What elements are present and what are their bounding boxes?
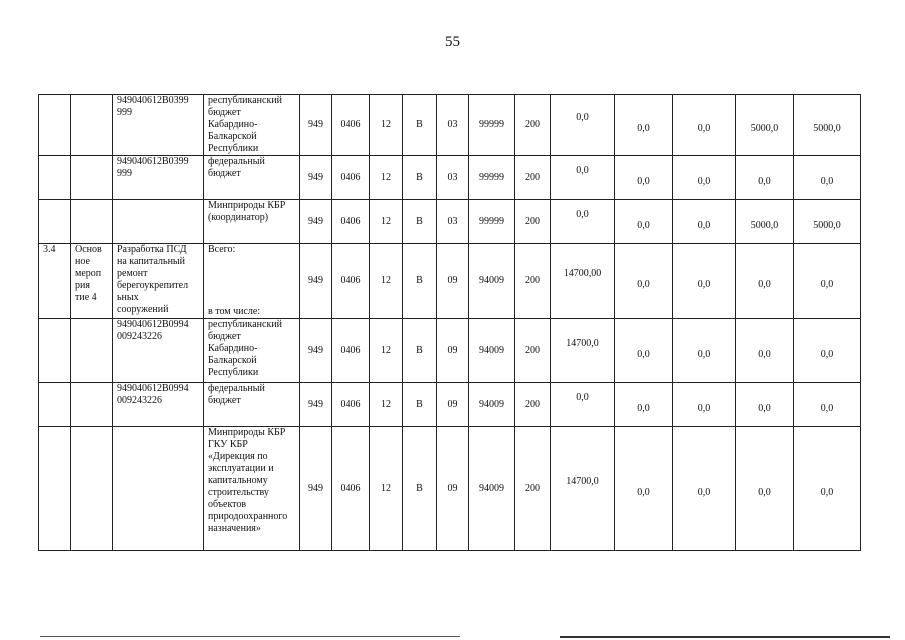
csr-program: 12 [370,156,403,200]
csr-event: 03 [437,200,469,244]
amount-year-4: 0,0 [736,244,794,319]
row-number [39,319,71,383]
row-number [39,156,71,200]
amount-year-1: 0,0 [551,156,615,200]
funding-source-note: в том числе: [208,306,261,317]
rzpr-code: 0406 [332,427,370,551]
page-number: 55 [445,34,460,50]
amount-year-5: 0,0 [794,427,861,551]
rzpr-code: 0406 [332,156,370,200]
amount-year-3: 0,0 [673,200,736,244]
amount-year-5: 5000,0 [794,200,861,244]
amount-year-1: 14700,0 [551,319,615,383]
csr-event: 09 [437,244,469,319]
grbs-code: 949 [300,427,332,551]
amount-year-5: 5000,0 [794,95,861,156]
budget-table [38,94,861,551]
rzpr-code: 0406 [332,319,370,383]
csr-program: 12 [370,200,403,244]
amount-year-1: 0,0 [551,200,615,244]
grbs-code: 949 [300,156,332,200]
name-code-cell [113,383,204,427]
csr-subprogram: В [403,383,437,427]
expense-type: 200 [515,427,551,551]
expense-type: 200 [515,383,551,427]
amount-year-5: 0,0 [794,383,861,427]
grbs-code: 949 [300,200,332,244]
table-row [39,200,861,244]
table-row [39,383,861,427]
amount-year-4: 0,0 [736,156,794,200]
csr-subprogram: В [403,319,437,383]
budget-code: 949040612В0994 009243226 [117,319,189,342]
grbs-code: 949 [300,319,332,383]
amount-year-5: 0,0 [794,156,861,200]
row-number [39,383,71,427]
name-code-cell [113,427,204,551]
name-code-cell [113,319,204,383]
rzpr-code: 0406 [332,244,370,319]
amount-year-3: 0,0 [673,95,736,156]
name-code-cell [113,244,204,319]
csr-program: 12 [370,427,403,551]
amount-year-2: 0,0 [615,200,673,244]
table-row [39,95,861,156]
csr-event: 09 [437,427,469,551]
amount-year-4: 0,0 [736,319,794,383]
row-type [71,383,113,427]
csr-event: 09 [437,319,469,383]
grbs-code: 949 [300,383,332,427]
amount-year-1: 0,0 [551,95,615,156]
amount-year-2: 0,0 [615,383,673,427]
csr-program: 12 [370,319,403,383]
budget-code: 949040612В0399 999 [117,95,189,118]
csr-subprogram: В [403,95,437,156]
csr-subprogram: В [403,156,437,200]
amount-year-5: 0,0 [794,244,861,319]
scan-artifact-line [560,636,890,638]
activity-name: Разработка ПСД на капитальный ремонт берегоукрепител ьных сооружений [117,244,189,315]
csr-program: 12 [370,383,403,427]
amount-year-4: 0,0 [736,427,794,551]
csr-direction: 99999 [469,156,515,200]
csr-direction: 94009 [469,383,515,427]
amount-year-5: 0,0 [794,319,861,383]
row-number [39,427,71,551]
row-type [71,319,113,383]
funding-source: федеральный бюджет [204,156,300,200]
csr-program: 12 [370,244,403,319]
expense-type: 200 [515,200,551,244]
row-number [39,95,71,156]
amount-year-2: 0,0 [615,156,673,200]
amount-year-4: 0,0 [736,383,794,427]
name-code-cell [113,95,204,156]
csr-subprogram: В [403,244,437,319]
row-number [39,200,71,244]
expense-type: 200 [515,95,551,156]
funding-source: республиканский бюджет Кабардино- Балкарской Республики [204,95,300,156]
table-row [39,156,861,200]
csr-subprogram: В [403,200,437,244]
scan-artifact-line [40,636,460,637]
amount-year-2: 0,0 [615,244,673,319]
expense-type: 200 [515,156,551,200]
csr-event: 03 [437,95,469,156]
amount-year-1: 14700,0 [551,427,615,551]
row-type [71,95,113,156]
amount-year-3: 0,0 [673,427,736,551]
row-type: Основ ное мероп рия тие 4 [71,244,113,319]
funding-source: Минприроды КБР (координатор) [204,200,300,244]
amount-year-3: 0,0 [673,383,736,427]
funding-source: Минприроды КБР ГКУ КБР «Дирекция по эксплуатации и капитальному строительству объектов природоохранного назначения» [204,427,300,551]
name-code-cell [113,200,204,244]
csr-program: 12 [370,95,403,156]
expense-type: 200 [515,244,551,319]
name-code-cell [113,156,204,200]
amount-year-3: 0,0 [673,156,736,200]
amount-year-3: 0,0 [673,244,736,319]
budget-code: 949040612В0399 999 [117,156,189,179]
amount-year-4: 5000,0 [736,95,794,156]
csr-direction: 94009 [469,427,515,551]
table-row [39,319,861,383]
row-type [71,156,113,200]
amount-year-2: 0,0 [615,319,673,383]
csr-direction: 94009 [469,244,515,319]
row-type [71,200,113,244]
table-row [39,244,861,319]
csr-direction: 94009 [469,319,515,383]
budget-code: 949040612В0994 009243226 [117,383,189,406]
csr-event: 03 [437,156,469,200]
amount-year-2: 0,0 [615,427,673,551]
row-number: 3.4 [39,244,71,319]
csr-direction: 99999 [469,95,515,156]
grbs-code: 949 [300,244,332,319]
rzpr-code: 0406 [332,200,370,244]
amount-year-3: 0,0 [673,319,736,383]
amount-year-1: 0,0 [551,383,615,427]
csr-direction: 99999 [469,200,515,244]
row-type [71,427,113,551]
amount-year-4: 5000,0 [736,200,794,244]
table-row [39,427,861,551]
funding-source: федеральный бюджет [204,383,300,427]
grbs-code: 949 [300,95,332,156]
rzpr-code: 0406 [332,383,370,427]
expense-type: 200 [515,319,551,383]
funding-source: республиканский бюджет Кабардино- Балкарской Республики [204,319,300,383]
funding-source: Всего: [208,244,236,255]
csr-event: 09 [437,383,469,427]
rzpr-code: 0406 [332,95,370,156]
amount-year-1: 14700,00 [551,244,615,319]
amount-year-2: 0,0 [615,95,673,156]
csr-subprogram: В [403,427,437,551]
funding-source-cell [204,244,300,319]
